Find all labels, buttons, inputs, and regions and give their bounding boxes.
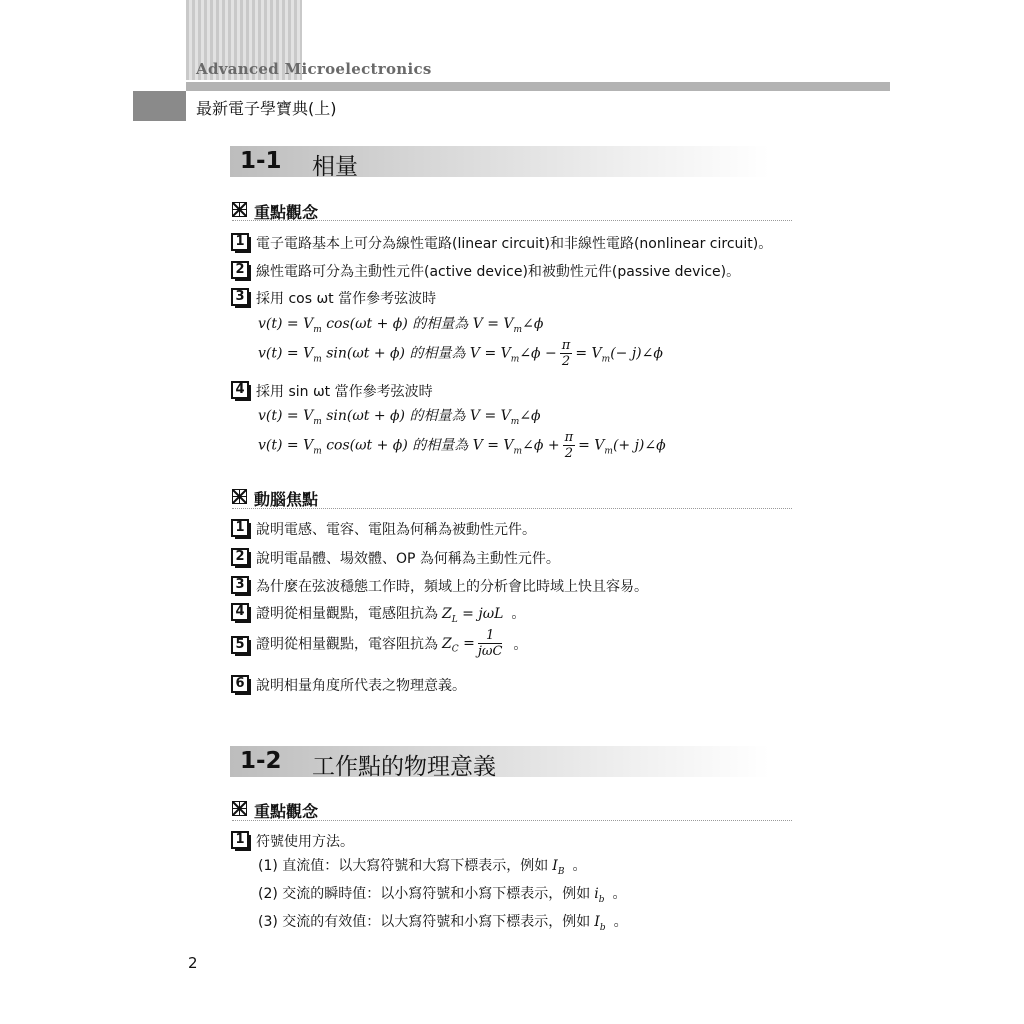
item-text: 證明從相量觀點，電感阻抗為 $Z_L = j\omega L$ 。 [256,606,526,625]
section-heading-bar [230,746,770,777]
fraction: $\frac{1}{\text{jωC}}$ [477,628,503,659]
sub-item: (1) 直流值：以大寫符號和大寫下標表示，例如 $I_B$ 。 [258,858,587,877]
fraction: $\frac{\pi}{2}$ [564,430,574,461]
item-number-box: 4 [231,603,249,621]
item-text: 符號使用方法。 [256,834,354,850]
item-text: 電子電路基本上可分為線性電路(linear circuit)和非線性電路(nonlinear circuit)。 [256,236,773,252]
item-number-box: 2 [231,548,249,566]
key-concepts-label: 重點觀念 [254,203,319,222]
book-title: Advanced Microelectronics [196,60,432,78]
equation: $v(t) = V_m$ cos(ωt + ϕ) 的相量為 $V = V_m\angle\phi$ + $\frac{\pi}{2}$ = $V_m(+$ j)∠ϕ [258,430,666,461]
section-title: 工作點的物理意義 [312,754,496,780]
sub-item: (2) 交流的瞬時值：以小寫符號和小寫下標表示，例如 $i_b$ 。 [258,886,627,905]
item-number-box: 1 [231,233,249,251]
section-title: 相量 [312,154,358,180]
book-subtitle: 最新電子學寶典(上) [196,99,337,118]
key-concepts-label: 重點觀念 [254,802,319,821]
header-rule [186,82,890,91]
item-number-box: 3 [231,576,249,594]
key-concept-icon [232,801,247,816]
section-number: 1-1 [240,148,282,174]
item-text: 說明電感、電容、電阻為何稱為被動性元件。 [256,522,536,538]
item-text: 採用 cos ωt 當作參考弦波時 [256,291,437,307]
item-number-box: 6 [231,675,249,693]
dotted-divider [232,220,792,221]
item-text: 證明從相量觀點，電容阻抗為 $Z_C$ = $\frac{1}{\text{jωC}}$ 。 [256,628,528,659]
brainstorm-icon [232,489,247,504]
item-number-box: 3 [231,288,249,306]
sub-item: (3) 交流的有效值：以大寫符號和小寫下標表示，例如 $I_b$ 。 [258,914,628,933]
item-number-box: 1 [231,519,249,537]
equation: $v(t) = V_m$ sin(ωt + ϕ) 的相量為 $V = V_m\angle\phi$ − $\frac{\pi}{2}$ = $V_m(-$ j)∠ϕ [258,338,663,369]
section-heading-bar [230,146,770,177]
brainstorm-label: 動腦焦點 [254,490,319,509]
item-number-box: 5 [231,636,249,654]
item-number-box: 1 [231,831,249,849]
section-number: 1-2 [240,748,282,774]
item-number-box: 4 [231,381,249,399]
item-text: 為什麼在弦波穩態工作時，頻域上的分析會比時域上快且容易。 [256,579,648,595]
item-number-box: 2 [231,261,249,279]
fraction: $\frac{\pi}{2}$ [561,338,571,369]
item-text: 線性電路可分為主動性元件(active device)和被動性元件(passive device)。 [256,264,741,280]
key-concept-icon [232,202,247,217]
page-number: 2 [188,954,198,972]
item-text: 說明相量角度所代表之物理意義。 [256,678,466,694]
item-text: 採用 sin ωt 當作參考弦波時 [256,384,433,400]
equation: $v(t) = V_m$ cos(ωt + ϕ) 的相量為 $V = V_m\angle\phi$ [258,316,544,335]
equation: $v(t) = V_m$ sin(ωt + ϕ) 的相量為 $V = V_m\angle\phi$ [258,408,541,427]
dotted-divider [232,820,792,821]
dotted-divider [232,508,792,509]
header-block [133,91,186,121]
item-text: 說明電晶體、場效體、OP 為何稱為主動性元件。 [256,551,560,567]
